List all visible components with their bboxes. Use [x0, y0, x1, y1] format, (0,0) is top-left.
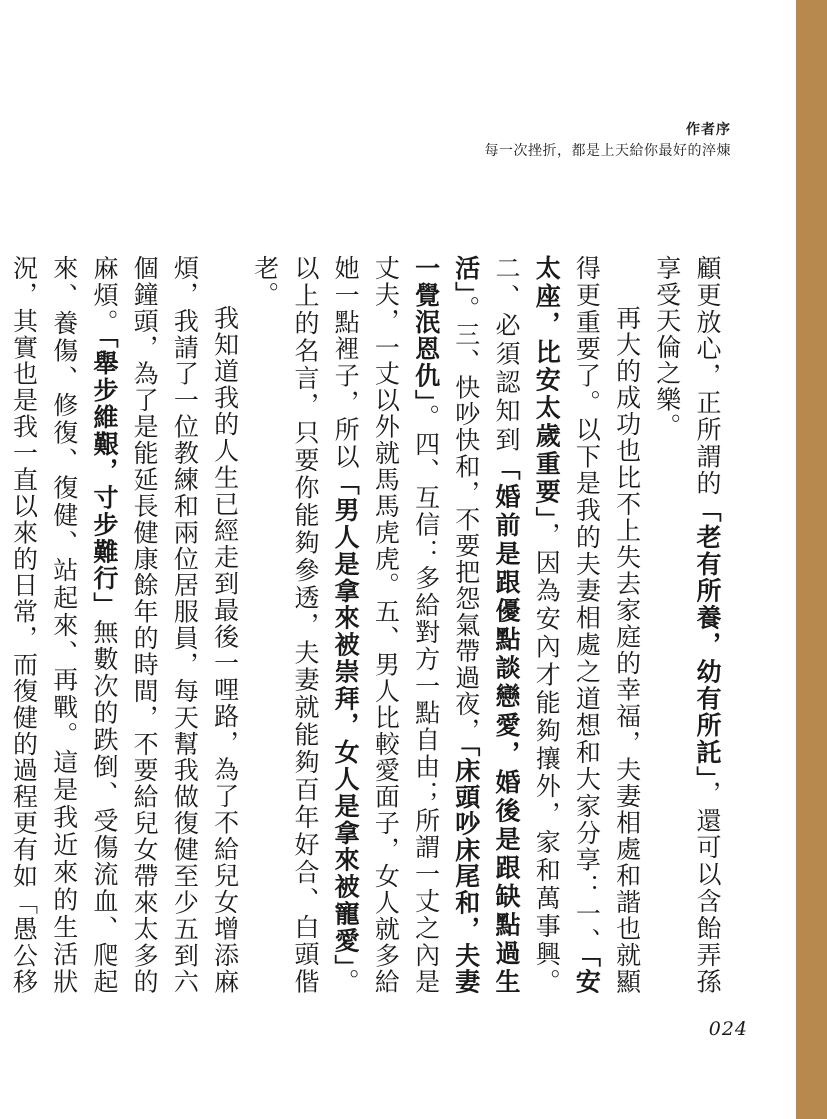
text-run: 再大的成功也比不上失去家庭的幸福，夫妻相處和諧也就顯得更重要了。以下是我的夫妻相處之道想和大家分享：一、	[572, 255, 642, 995]
body-text	[9, 255, 727, 995]
text-run: 我知道我的人生已經走到最後一哩路，為了不給兒女增添麻煩，我請了一位教練和兩位居服員，每天幫我做復健至少五到六個鐘頭，為了是能延長健康餘年的時間，不要給兒女帶來太多的麻煩。	[89, 255, 240, 995]
bold-quote: 「婚前是跟優點談戀愛，婚後是跟缺點過生活」	[451, 255, 521, 995]
paragraph	[0, 255, 245, 995]
bold-quote: 「老有所養，幼有所託」	[693, 497, 722, 781]
text-run: 無數次的跌倒、受傷流血、爬起來、養傷、修復、復健、站起來、再戰。這是我近來的生活狀況，其實也是我一直以來的日常，而復健的過程更有如「愚公移	[9, 255, 119, 995]
text-run: 顧更放心，正所謂的	[693, 255, 722, 498]
text-run: 。以上的名言，只要你能夠參透，夫妻就能夠百年好合、白頭偕老。	[250, 255, 361, 995]
page-header	[485, 120, 732, 162]
page-number: 024	[708, 1018, 748, 1040]
section-subtitle: 每一次挫折，都是上天給你最好的淬煉	[484, 143, 731, 159]
bold-quote: 「安太座，比安太歲重要」	[532, 255, 602, 995]
paragraph	[245, 255, 647, 995]
bold-quote: 「男人是拿來被崇拜，女人是拿來被寵愛」	[331, 470, 361, 969]
bold-quote: 「床頭吵床尾和，夫妻一覺泯恩仇」	[411, 255, 481, 995]
bold-quote: 「舉步維艱，寸步難行」	[89, 335, 119, 620]
section-title: 作者序	[686, 122, 731, 138]
text-run: 。三、快吵快和，不要把怨氣帶過夜，	[451, 295, 481, 744]
text-run: ，還可以含飴弄孫享受天倫之樂。	[652, 255, 722, 995]
paragraph	[647, 255, 727, 995]
text-run: 。四、互信：多給對方一點自由；所謂一丈之內是丈夫，一丈以外就馬馬虎虎。五、男人比較愛面子，女人就多給她一點裡子，所以	[331, 255, 441, 995]
decorative-side-bar	[796, 0, 827, 1119]
text-run: ，因為安內才能夠攘外，家和萬事興。二、必須認知到	[491, 255, 562, 995]
